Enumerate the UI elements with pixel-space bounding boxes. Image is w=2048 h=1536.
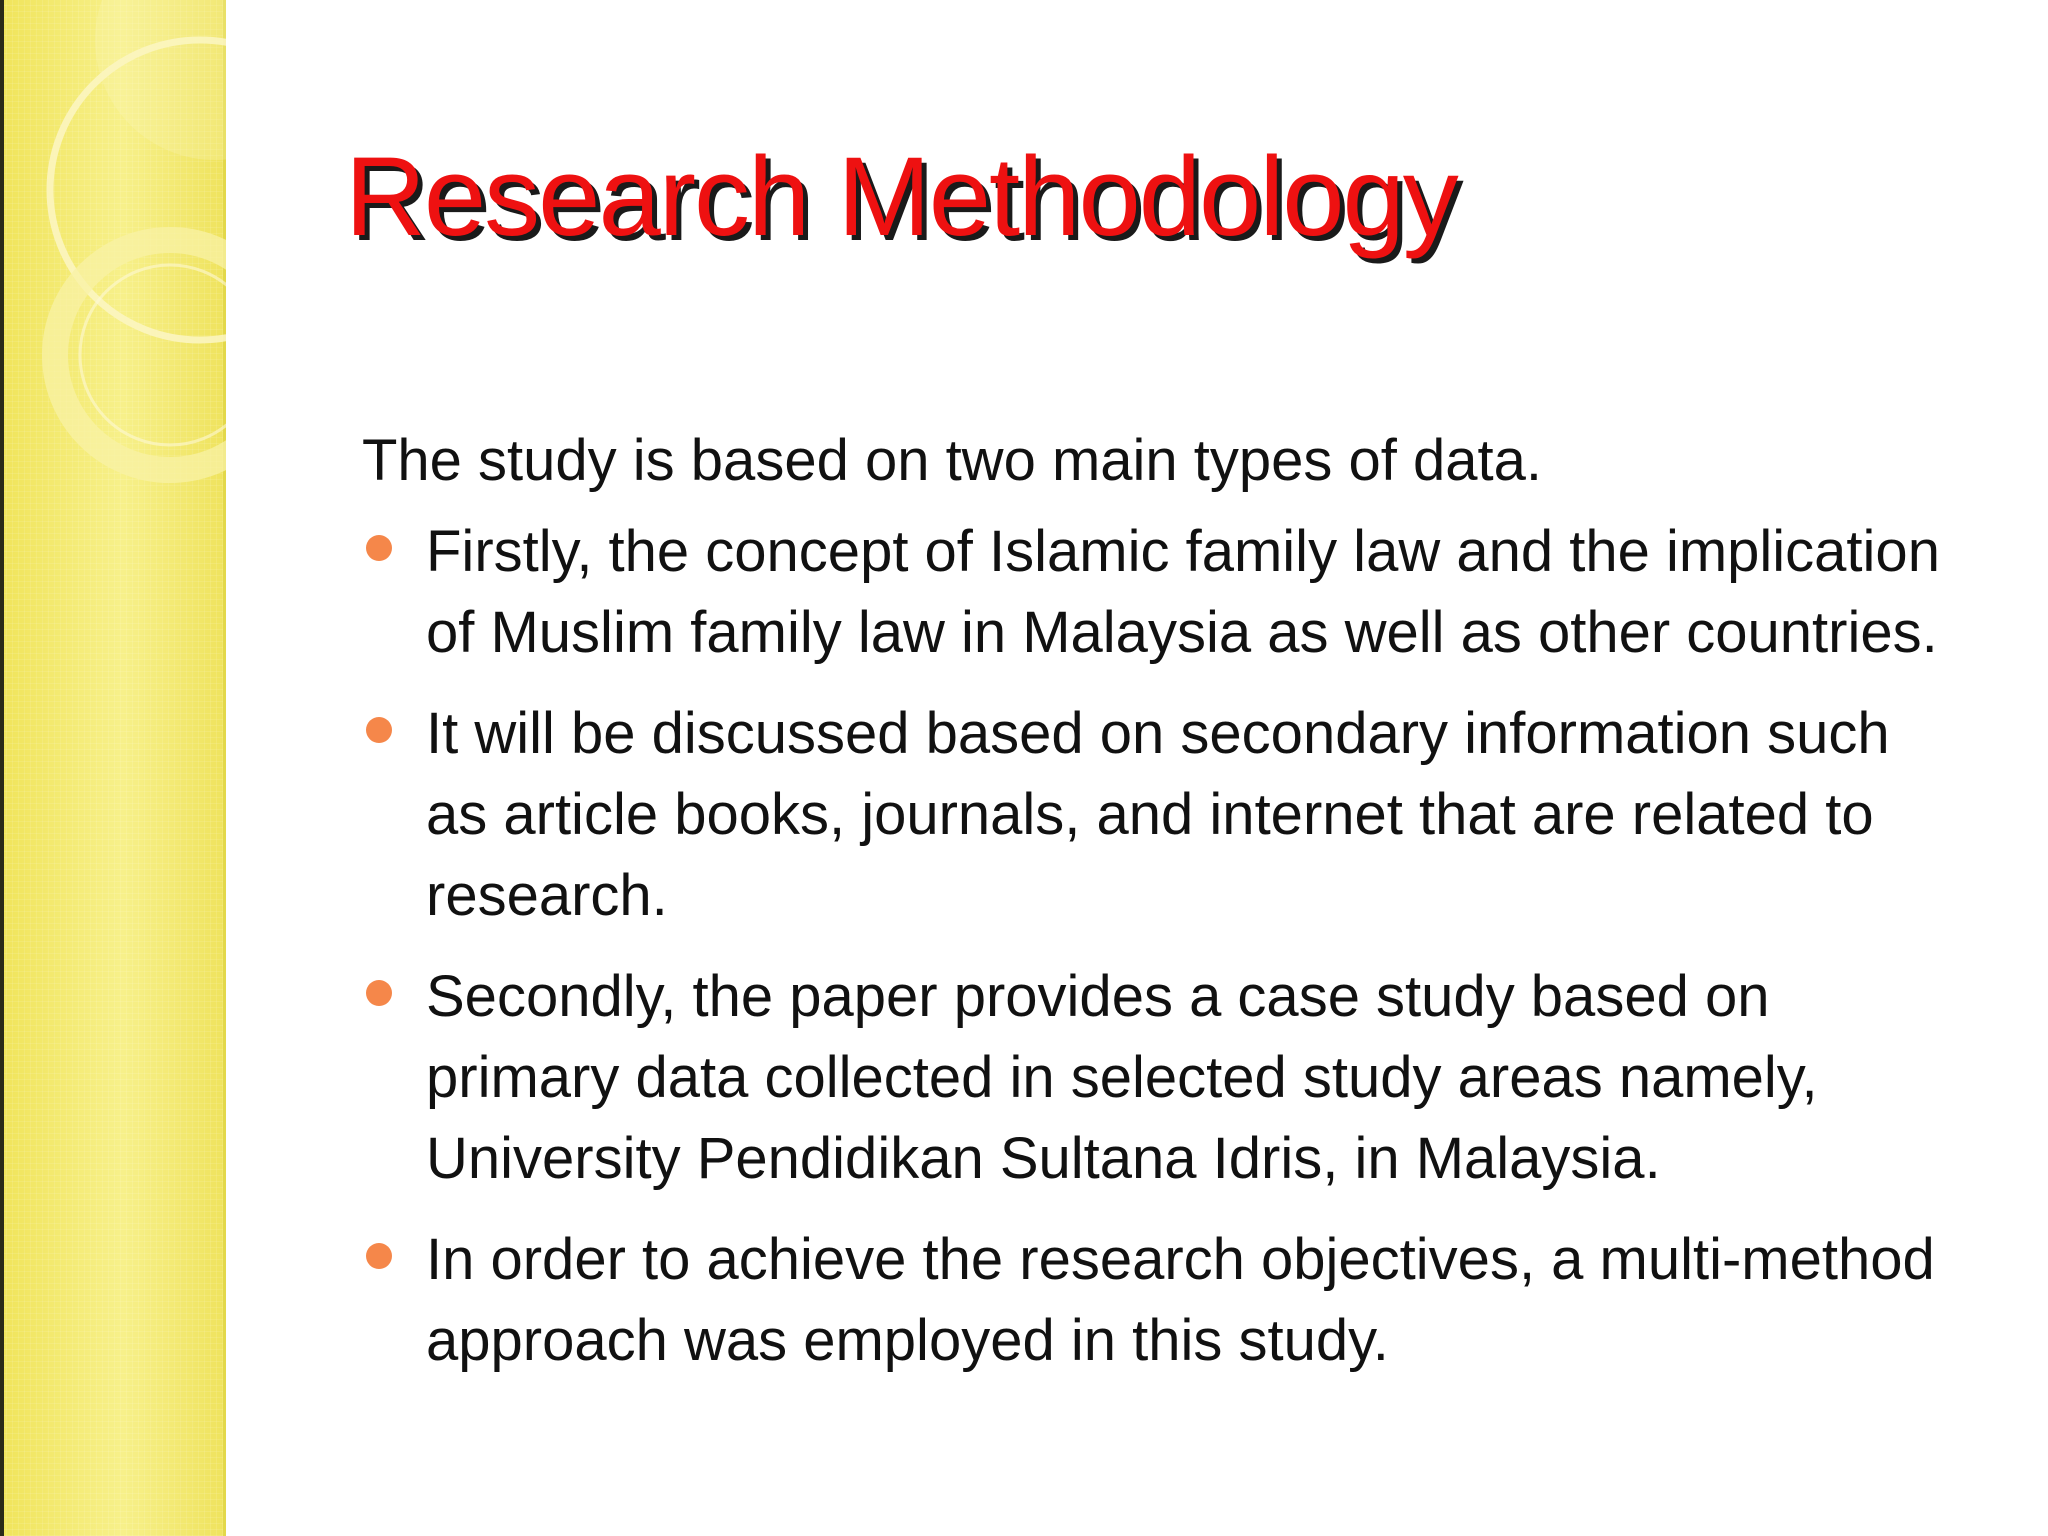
list-item [362,1219,1962,1381]
list-item [362,693,1962,936]
bullet-dot-icon [366,717,392,743]
list-item [362,511,1962,673]
bullet-dot-icon [366,980,392,1006]
bullet-dot-icon [366,1243,392,1269]
bullet-text: In order to achieve the research objectives, a multi-method approach was employed in this study. [426,1227,1935,1373]
bullet-text: Secondly, the paper provides a case study based on primary data collected in selected study areas namely, University Pendidikan Sultana Idris, in Malaysia. [426,964,1818,1191]
list-item [362,956,1962,1199]
intro-text: The study is based on two main types of data. [362,428,1542,493]
bullet-dot-icon [366,535,392,561]
slide-body [362,420,1962,1401]
bullet-text: Firstly, the concept of Islamic family law and the implication of Muslim family law in Malaysia as well as other countries. [426,519,1940,665]
slide-title: Research Methodology [345,134,1457,259]
bullet-text: It will be discussed based on secondary information such as article books, journals, and internet that are related to research. [426,701,1890,928]
decorative-rings-icon [0,0,226,560]
bullet-list [362,511,1962,1381]
